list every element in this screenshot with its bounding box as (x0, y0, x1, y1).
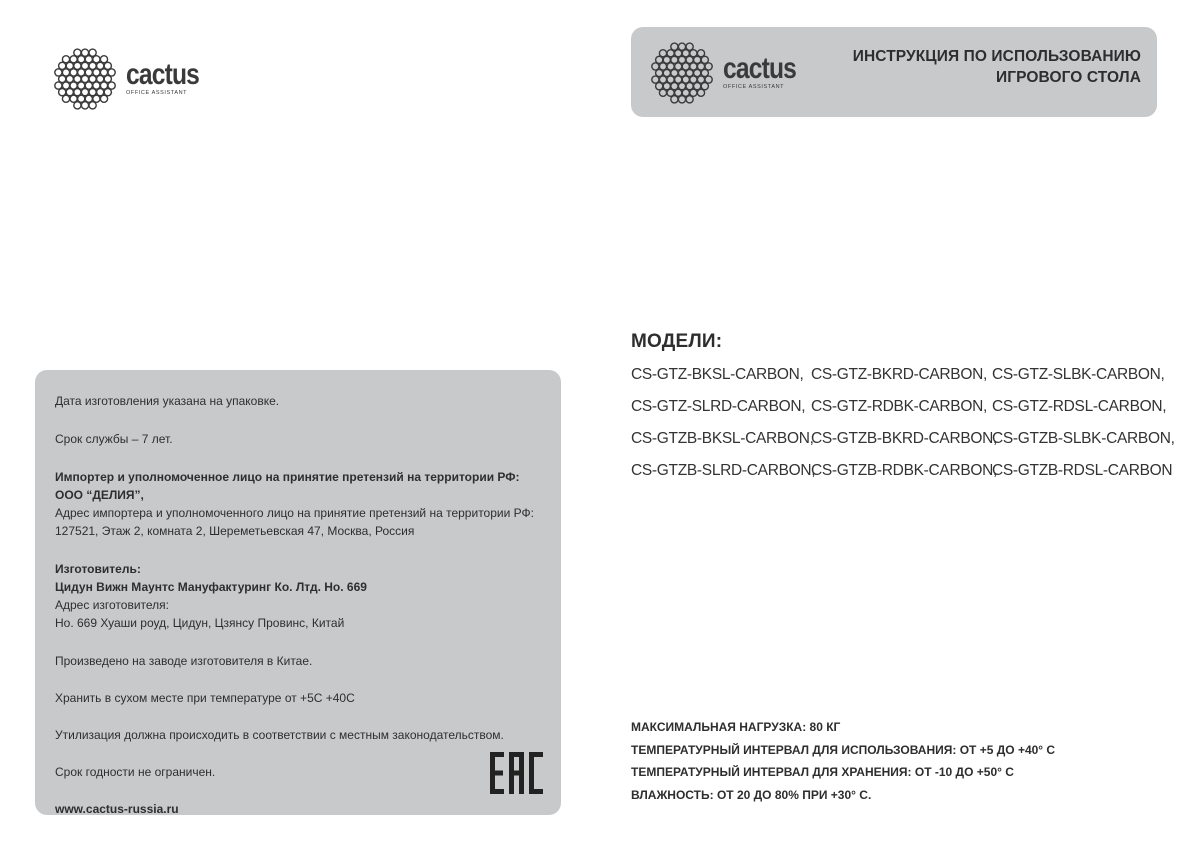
info-panel (35, 370, 561, 815)
model-item: CS-GTZ-BKSL-CARBON, (631, 366, 804, 383)
document-title (853, 46, 1141, 88)
logo-ball (686, 96, 693, 103)
model-item: CS-GTZB-RDBK-CARBON, (811, 462, 998, 479)
logo-ball (659, 89, 666, 96)
cactus-logo-header (649, 40, 812, 106)
logo-ball (697, 89, 704, 96)
model-item: CS-GTZ-RDBK-CARBON, (811, 398, 987, 415)
eac-mark-label (35, 370, 36, 371)
logo-ball (74, 102, 81, 109)
logo-ball (81, 102, 88, 109)
manufacturer-address: Но. 669 Хуаши роуд, Цидун, Цзянсу Провинс, Китай (55, 616, 345, 630)
eac-mark-icon (488, 750, 546, 796)
model-item: CS-GTZ-SLRD-CARBON, (631, 398, 806, 415)
spec-storage-temperature: ТЕМПЕРАТУРНЫЙ ИНТЕРВАЛ ДЛЯ ХРАНЕНИЯ: ОТ -10 ДО +50° С (631, 765, 1014, 779)
specifications (631, 716, 1055, 806)
storage-conditions: Хранить в сухом месте при температуре от +5С +40С (55, 691, 355, 705)
model-item: CS-GTZ-RDSL-CARBON, (992, 398, 1167, 415)
title-line-2: ИГРОВОГО СТОЛА (996, 69, 1141, 86)
logo-ball (89, 102, 96, 109)
logo-ball (100, 95, 107, 102)
manufacturer-title: Изготовитель: (55, 562, 141, 576)
importer-address: 127521, Этаж 2, комната 2, Шереметьевская 47, Москва, Россия (55, 524, 415, 538)
model-item: CS-GTZB-RDSL-CARBON (992, 462, 1173, 479)
website-link[interactable]: www.cactus-russia.ru (55, 802, 179, 816)
logo-ball (62, 95, 69, 102)
manufacturer-name: Цидун Вижн Маунтс Мануфактуринг Ко. Лтд. Но. 669 (55, 580, 367, 594)
spec-humidity: ВЛАЖНОСТЬ: ОТ 20 ДО 80% ПРИ +30° С. (631, 787, 872, 802)
made-in: Произведено на заводе изготовителя в Китае. (55, 654, 313, 668)
manufacture-date: Дата изготовления указана на упаковке. (55, 394, 280, 408)
logo-ball (678, 96, 685, 103)
logo-name: cactus (126, 58, 200, 91)
logo-ball (671, 96, 678, 103)
model-item: CS-GTZB-BKSL-CARBON, (631, 430, 814, 447)
logo-tagline: OFFICE ASSISTANT (723, 84, 785, 90)
models-heading: МОДЕЛИ: (631, 331, 723, 352)
model-item: CS-GTZ-SLBK-CARBON, (992, 366, 1165, 383)
models-list (631, 364, 1175, 482)
model-item: CS-GTZB-SLRD-CARBON, (631, 462, 816, 479)
model-item: CS-GTZB-BKRD-CARBON, (811, 430, 998, 447)
spec-operating-temperature: ТЕМПЕРАТУРНЫЙ ИНТЕРВАЛ ДЛЯ ИСПОЛЬЗОВАНИЯ: ОТ +5 ДО +40° С (631, 742, 1056, 757)
importer-title: Импортер и уполномоченное лицо на принятие претензий на территории РФ: (55, 470, 520, 484)
logo-name: cactus (723, 52, 797, 85)
cactus-logo-icon (52, 46, 118, 112)
cactus-logo-icon (649, 40, 715, 106)
model-item: CS-GTZ-BKRD-CARBON, (811, 366, 987, 383)
shelf-life: Срок годности не ограничен. (55, 765, 216, 779)
model-item: CS-GTZB-SLBK-CARBON, (992, 430, 1175, 447)
disposal-note: Утилизация должна происходить в соответствии с местным законодательством. (55, 728, 504, 742)
service-life: Срок службы – 7 лет. (55, 432, 173, 446)
cactus-logo (52, 46, 215, 112)
importer-name: ООО “ДЕЛИЯ”, (55, 488, 144, 502)
importer-address-label: Адрес импортера и уполномоченного лицо на принятие претензий на территории РФ: (55, 506, 534, 520)
logo-tagline: OFFICE ASSISTANT (126, 90, 188, 96)
manufacturer-address-label: Адрес изготовителя: (55, 598, 169, 612)
spec-max-load: МАКСИМАЛЬНАЯ НАГРУЗКА: 80 КГ (631, 720, 841, 734)
title-line-1: ИНСТРУКЦИЯ ПО ИСПОЛЬЗОВАНИЮ (852, 48, 1141, 65)
